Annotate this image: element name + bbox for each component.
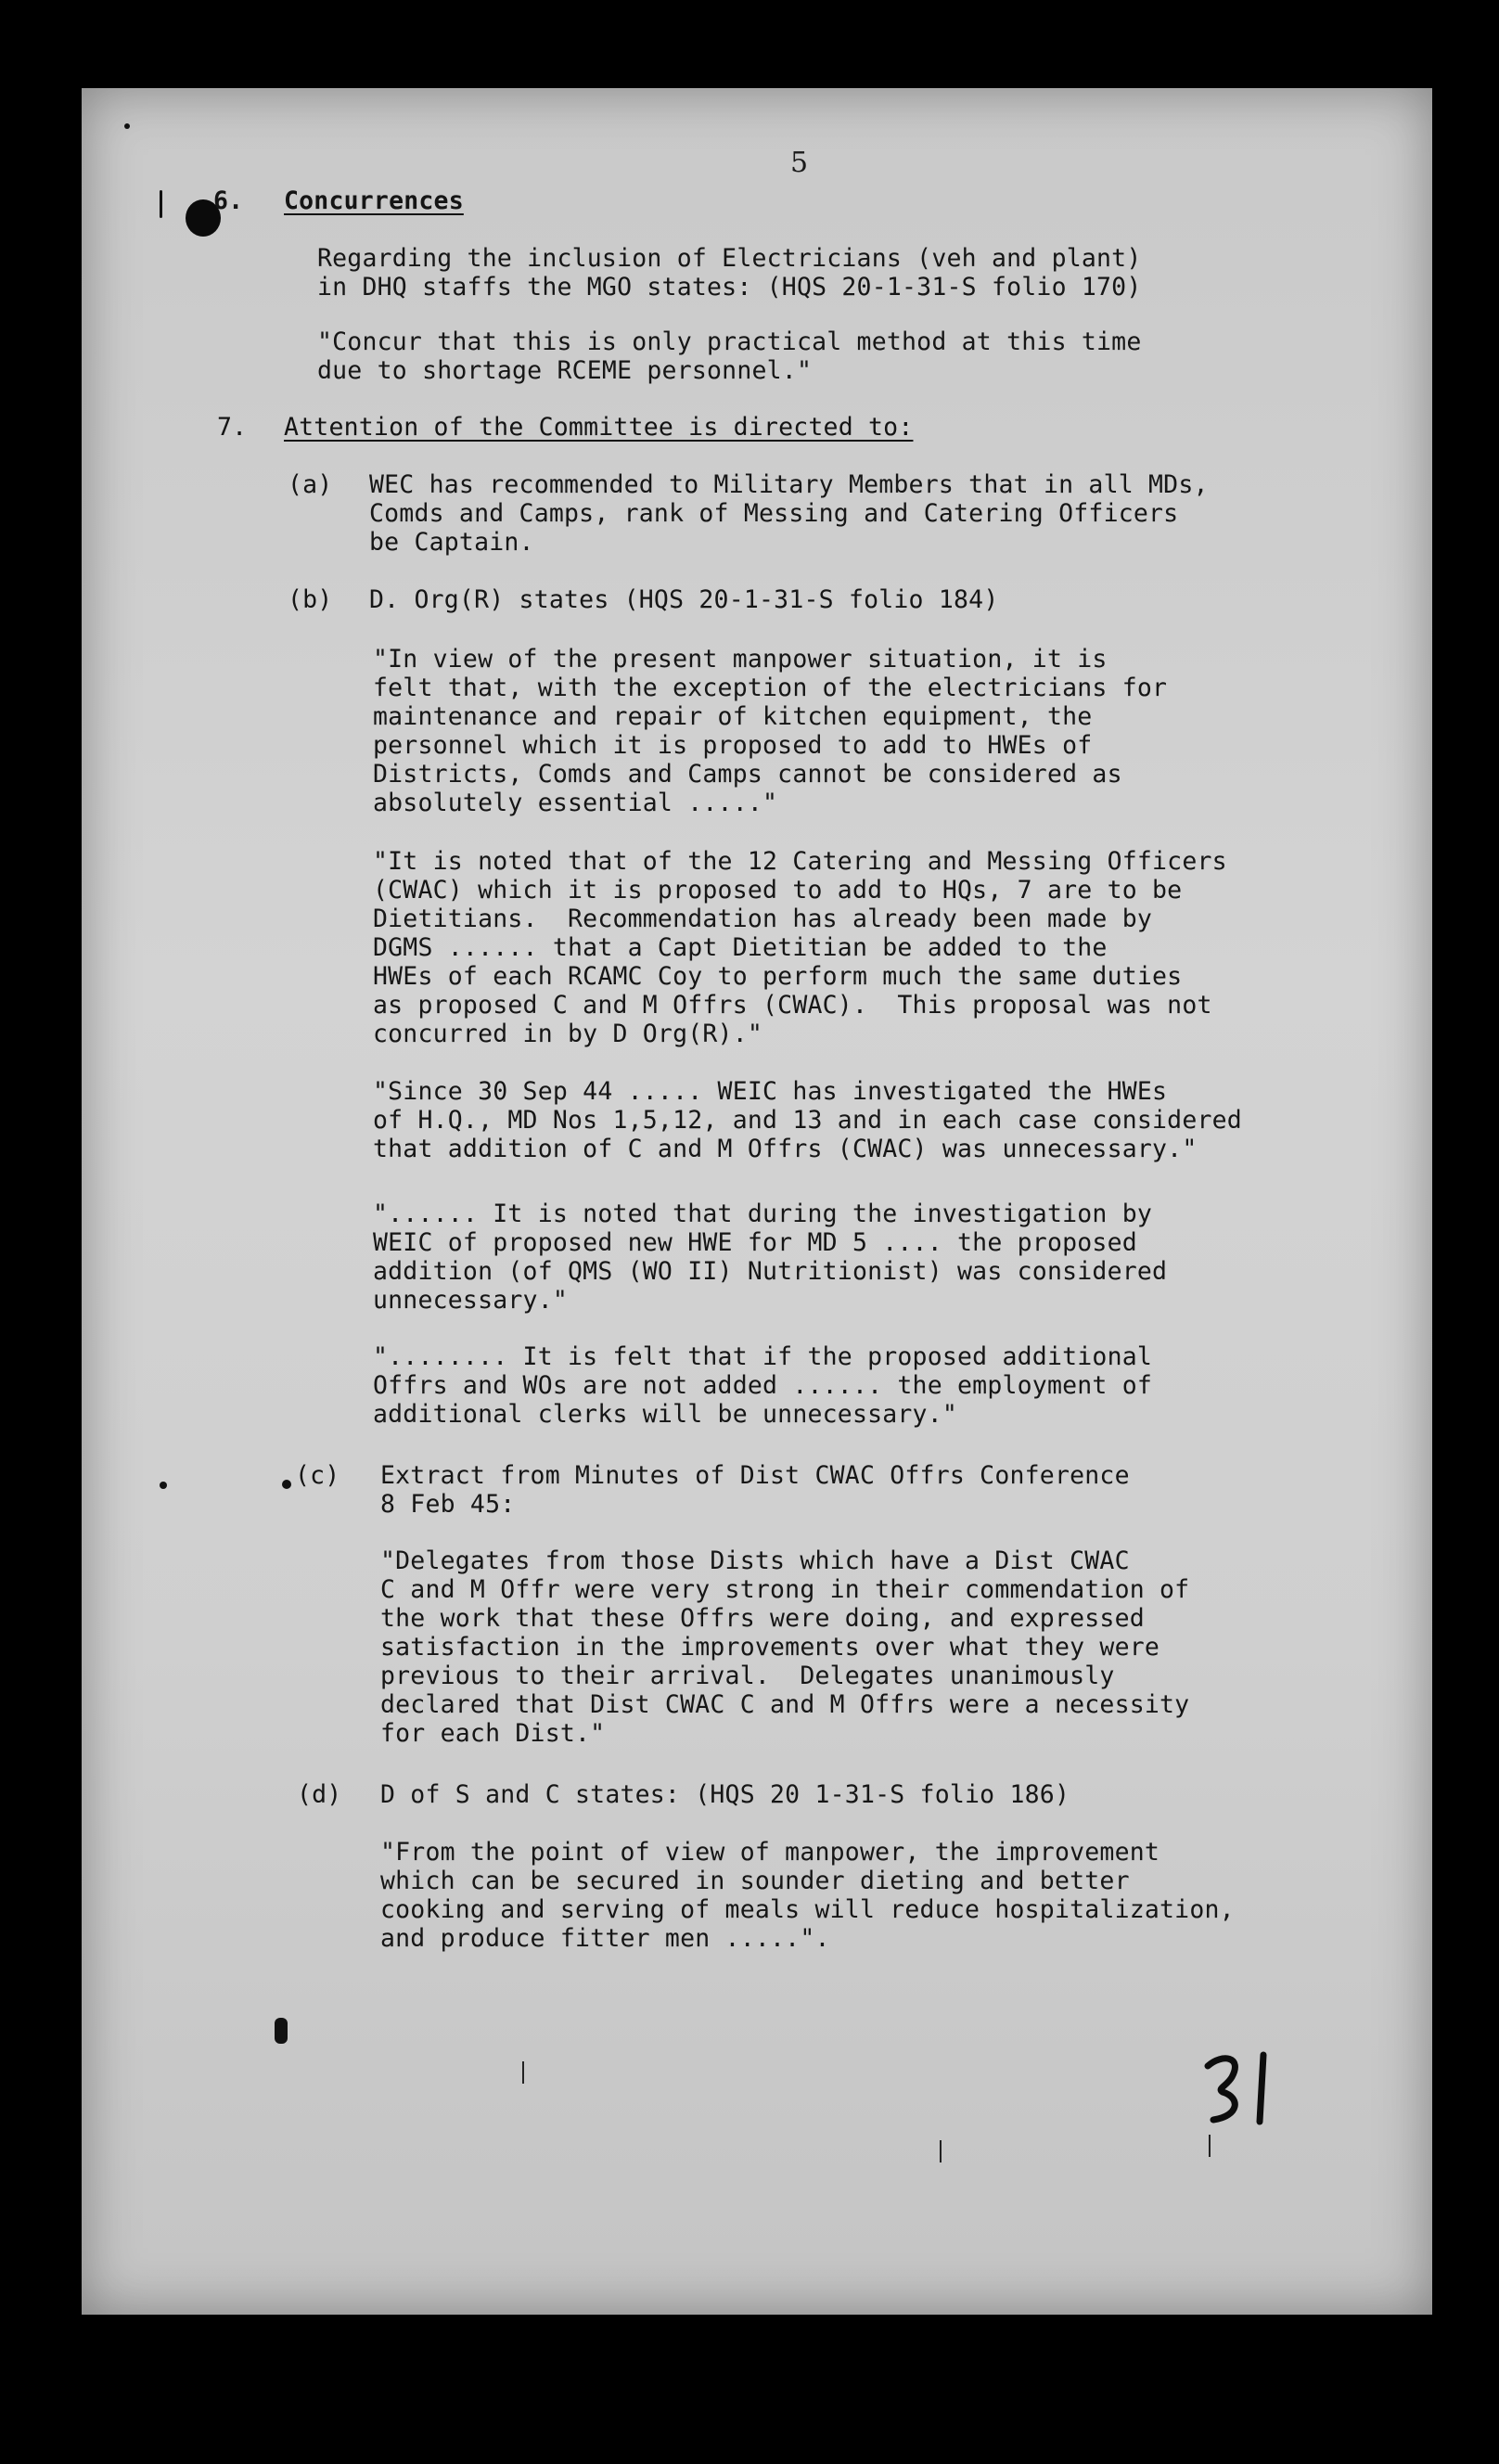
ink-mark xyxy=(160,190,162,218)
section-7-heading: Attention of the Committee is directed to: xyxy=(284,413,914,442)
item-a-text xyxy=(369,470,1209,557)
ink-speck xyxy=(282,1480,291,1489)
text-line: be Captain. xyxy=(369,528,534,557)
text-line: "Delegates from those Dists which have a Dist CWAC xyxy=(380,1546,1130,1575)
section-7-number: 7. xyxy=(217,413,248,442)
text-line: concurred in by D Org(R)." xyxy=(373,1020,763,1048)
page-number: 5 xyxy=(790,147,809,179)
item-b-quote-1 xyxy=(373,645,1167,817)
text-line: in DHQ staffs the MGO states: (HQS 20-1-31-S folio 170) xyxy=(317,273,1142,302)
text-line: Comds and Camps, rank of Messing and Catering Officers xyxy=(369,499,1179,528)
text-line: C and M Offr were very strong in their commendation of xyxy=(380,1575,1190,1604)
text-line: "Since 30 Sep 44 ..... WEIC has investigated the HWEs xyxy=(373,1077,1168,1106)
text-line: D of S and C states: (HQS 20 1-31-S folio 186) xyxy=(380,1780,1070,1809)
text-line: D. Org(R) states (HQS 20-1-31-S folio 184) xyxy=(369,585,999,614)
text-line: of H.Q., MD Nos 1,5,12, and 13 and in each case considered xyxy=(373,1106,1242,1135)
item-c-text xyxy=(380,1461,1130,1519)
text-line: felt that, with the exception of the electricians for xyxy=(373,674,1168,702)
stray-mark xyxy=(518,2060,529,2087)
text-line: "...... It is noted that during the investigation by xyxy=(373,1200,1153,1228)
item-b-quote-2 xyxy=(373,847,1227,1048)
stray-mark xyxy=(935,2138,946,2166)
text-line: WEIC of proposed new HWE for MD 5 .... the proposed xyxy=(373,1228,1137,1257)
ink-speck xyxy=(160,1482,167,1489)
text-line: addition (of QMS (WO II) Nutritionist) was considered xyxy=(373,1257,1168,1286)
text-line: maintenance and repair of kitchen equipment, the xyxy=(373,702,1093,731)
text-line: 8 Feb 45: xyxy=(380,1490,516,1519)
text-line: that addition of C and M Offrs (CWAC) was unnecessary." xyxy=(373,1135,1198,1163)
text-line: as proposed C and M Offrs (CWAC). This proposal was not xyxy=(373,991,1212,1020)
text-line: Offrs and WOs are not added ...... the employment of xyxy=(373,1371,1153,1400)
item-c-quote xyxy=(380,1546,1189,1748)
text-line: Dietitians. Recommendation has already been made by xyxy=(373,905,1153,933)
text-line: DGMS ...... that a Capt Dietitian be added to the xyxy=(373,933,1108,962)
text-line: "........ It is felt that if the proposed additional xyxy=(373,1342,1153,1371)
text-line: (CWAC) which it is proposed to add to HQs, 7 are to be xyxy=(373,876,1183,905)
item-d-label: (d) xyxy=(297,1780,342,1809)
item-d-quote xyxy=(380,1838,1235,1953)
item-b-quote-3 xyxy=(373,1077,1242,1163)
section-6-intro xyxy=(317,244,1142,302)
section-6-quote xyxy=(317,327,1142,385)
item-c-label: (c) xyxy=(295,1461,340,1490)
item-b-quote-4 xyxy=(373,1200,1167,1315)
text-line: WEC has recommended to Military Members that in all MDs, xyxy=(369,470,1209,499)
text-line: unnecessary." xyxy=(373,1286,569,1315)
section-6-number: 6. xyxy=(213,186,244,215)
text-line: Districts, Comds and Camps cannot be considered as xyxy=(373,760,1122,789)
item-b-quote-5 xyxy=(373,1342,1152,1429)
text-line: "Concur that this is only practical method at this time xyxy=(317,327,1142,356)
item-d-text xyxy=(380,1780,1070,1809)
item-b-text xyxy=(369,585,998,614)
text-line: for each Dist." xyxy=(380,1719,606,1748)
section-6-heading: Concurrences xyxy=(284,186,464,215)
text-line: "From the point of view of manpower, the improvement xyxy=(380,1838,1160,1867)
text-line: and produce fitter men .....". xyxy=(380,1924,830,1953)
item-a-label: (a) xyxy=(288,470,333,499)
text-line: "In view of the present manpower situation, it is xyxy=(373,645,1108,674)
text-line: satisfaction in the improvements over what they were xyxy=(380,1633,1160,1662)
item-b-label: (b) xyxy=(288,585,333,614)
text-line: additional clerks will be unnecessary." xyxy=(373,1400,958,1429)
ink-speck xyxy=(124,123,130,129)
text-line: which can be secured in sounder dieting and better xyxy=(380,1867,1130,1895)
text-line: personnel which it is proposed to add to HWEs of xyxy=(373,731,1093,760)
text-line: cooking and serving of meals will reduce hospitalization, xyxy=(380,1895,1235,1924)
document-page xyxy=(82,88,1432,2315)
text-line: previous to their arrival. Delegates unanimously xyxy=(380,1662,1115,1690)
text-line: "It is noted that of the 12 Catering and Messing Officers xyxy=(373,847,1227,876)
text-line: Extract from Minutes of Dist CWAC Offrs Conference xyxy=(380,1461,1130,1490)
handwritten-folio-number xyxy=(1195,2046,1297,2129)
text-line: the work that these Offrs were doing, and expressed xyxy=(380,1604,1145,1633)
ink-speck xyxy=(275,2018,288,2044)
text-line: due to shortage RCEME personnel." xyxy=(317,356,813,385)
text-line: declared that Dist CWAC C and M Offrs were a necessity xyxy=(380,1690,1190,1719)
stray-mark xyxy=(1204,2133,1215,2161)
text-line: absolutely essential ....." xyxy=(373,789,778,817)
text-line: Regarding the inclusion of Electricians (veh and plant) xyxy=(317,244,1142,273)
text-line: HWEs of each RCAMC Coy to perform much the same duties xyxy=(373,962,1183,991)
